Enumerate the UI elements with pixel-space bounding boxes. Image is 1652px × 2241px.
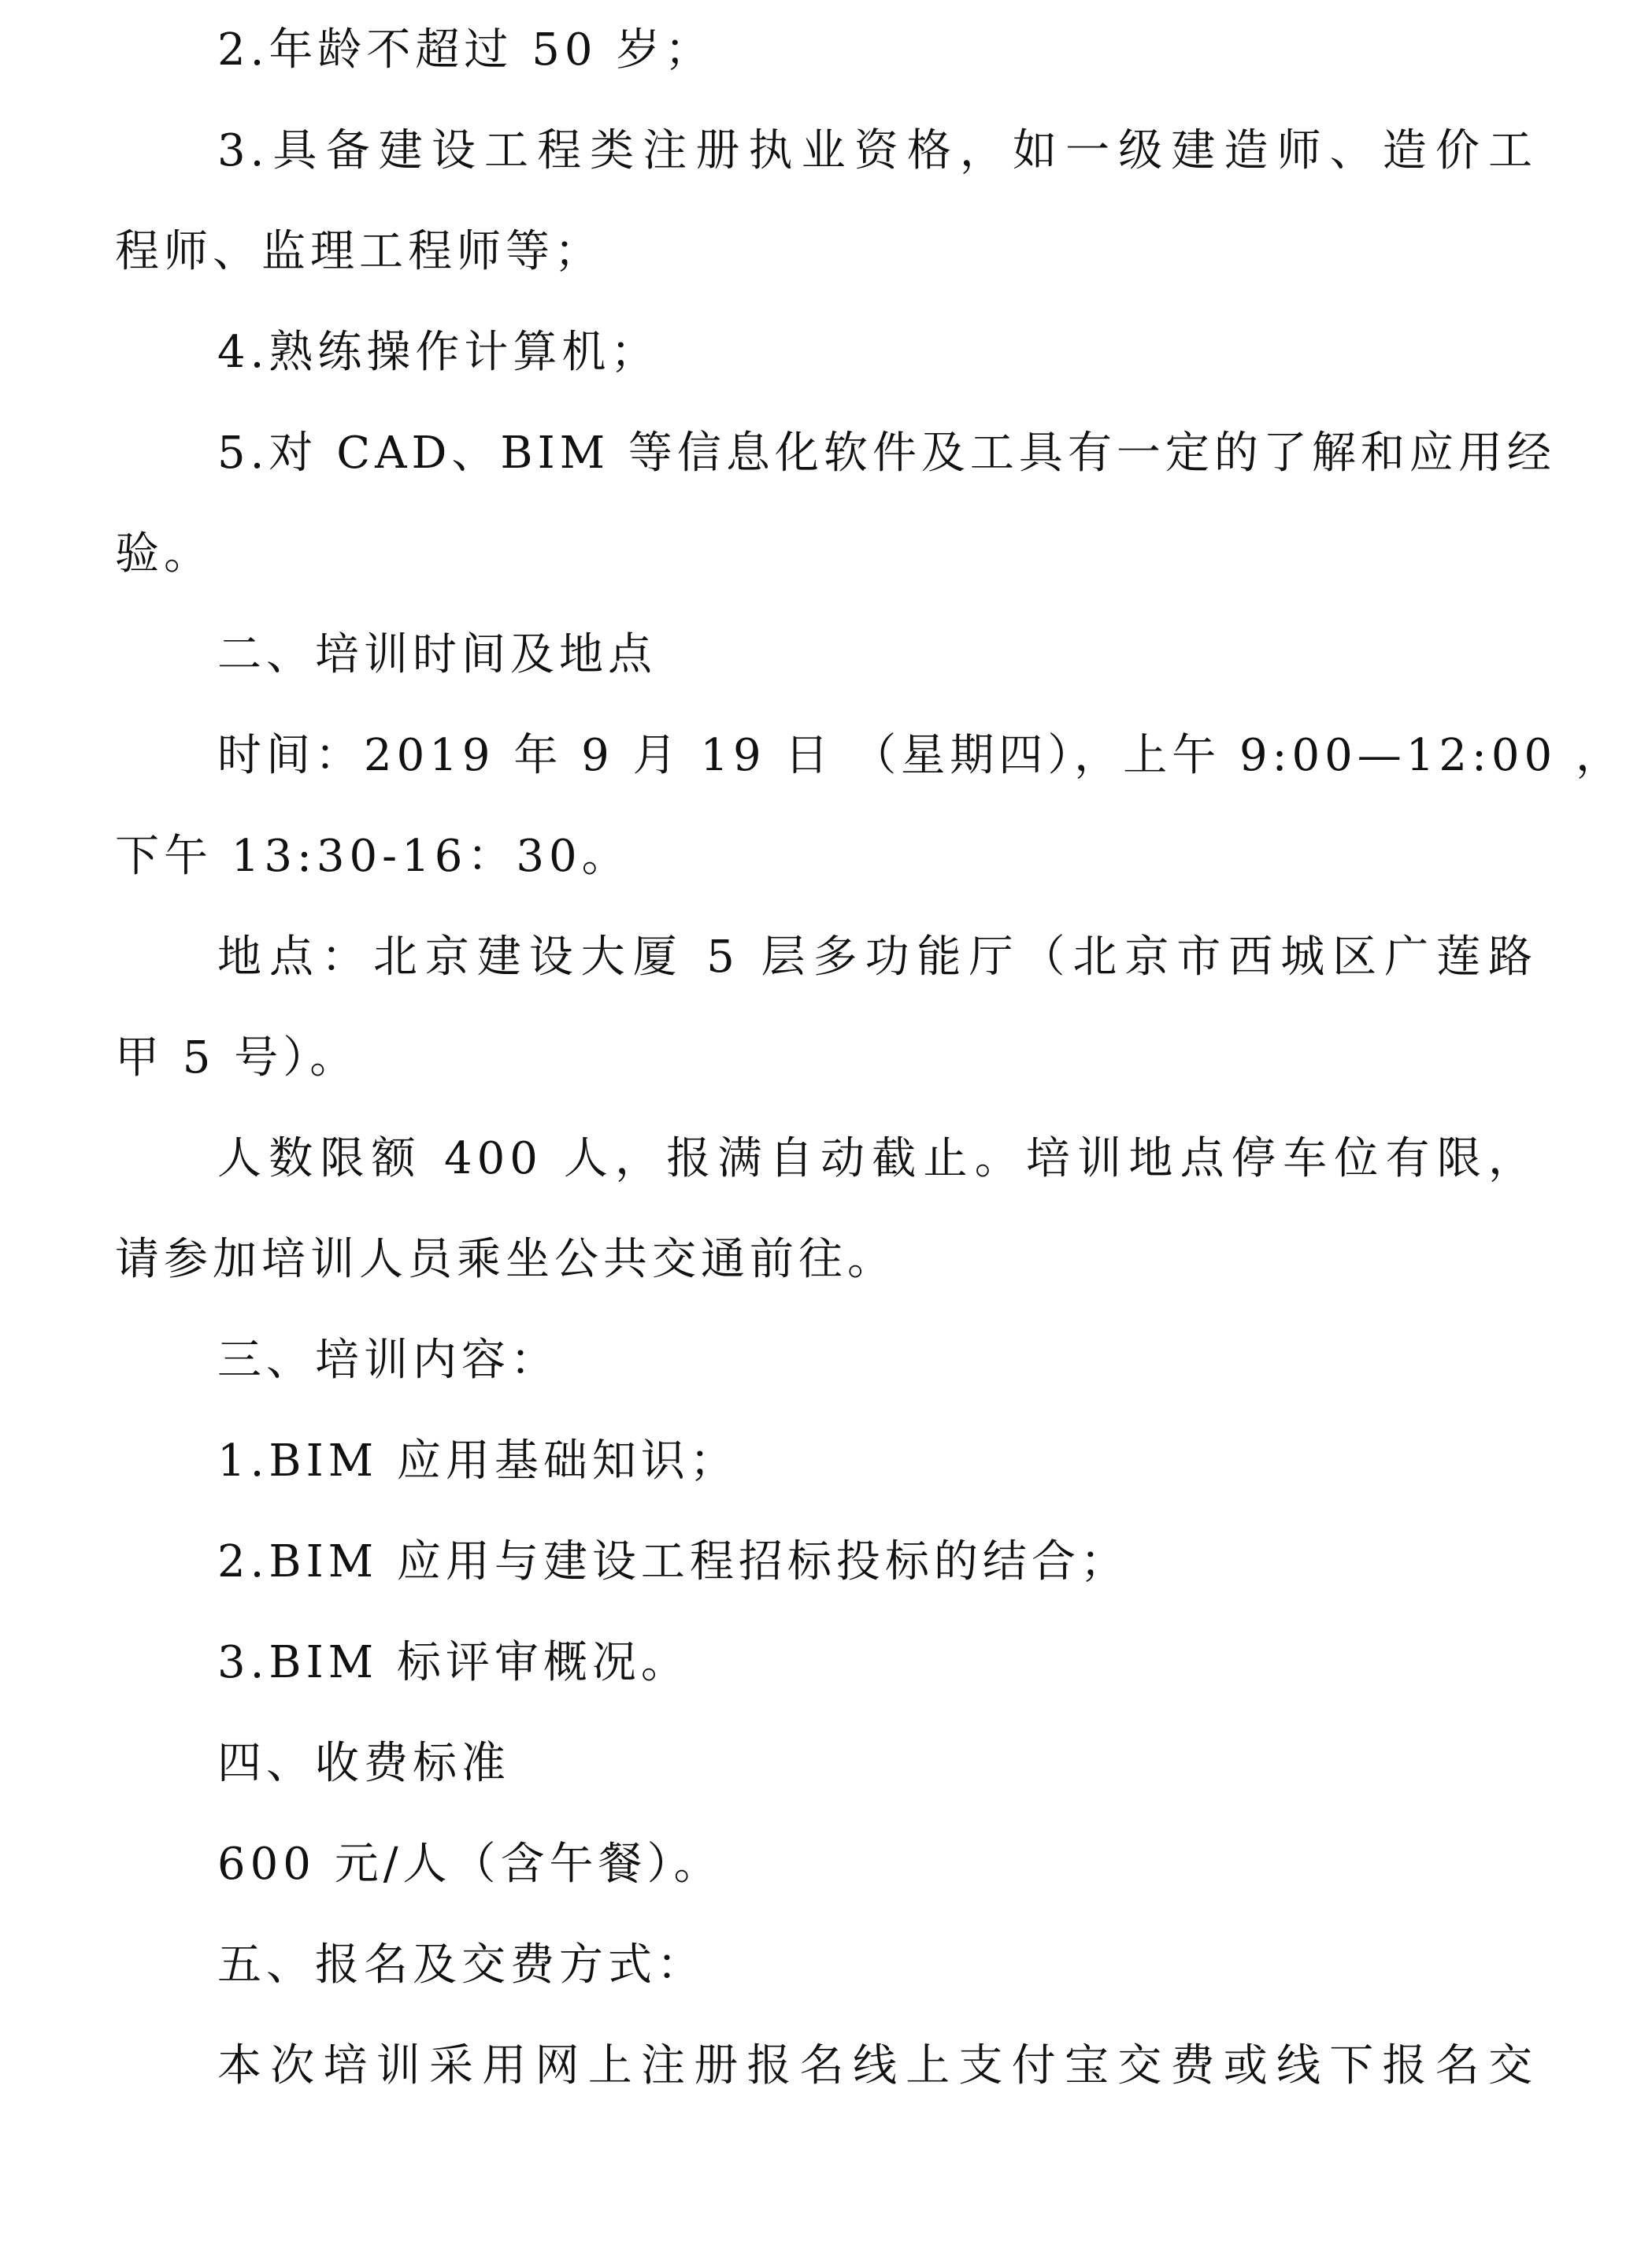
section-heading-registration: 五、报名及交费方式：	[217, 1939, 706, 1991]
section-heading-content: 三、培训内容：	[217, 1335, 559, 1386]
content-item-3: 3.BIM 标评审概况。	[217, 1637, 690, 1688]
fee-amount: 600 元/人（含午餐）。	[217, 1839, 723, 1890]
requirement-software-line2: 验。	[115, 528, 213, 580]
requirement-age: 2.年龄不超过 50 岁；	[217, 24, 714, 76]
location-line1: 地点：北京建设大厦 5 层多功能厅（北京市西城区广莲路	[217, 932, 1537, 983]
capacity-line2: 请参加培训人员乘坐公共交通前往。	[115, 1234, 896, 1285]
requirement-computer: 4.熟练操作计算机；	[217, 327, 660, 378]
content-item-2: 2.BIM 应用与建设工程招标投标的结合；	[217, 1536, 1129, 1587]
requirement-software-line1: 5.对 CAD、BIM 等信息化软件及工具有一定的了解和应用经	[217, 428, 1556, 479]
section-heading-fees: 四、收费标准	[217, 1738, 510, 1789]
requirement-qualification-line2: 程师、监理工程师等；	[115, 226, 603, 277]
registration-line1: 本次培训采用网上注册报名线上支付宝交费或线下报名交	[217, 2040, 1537, 2091]
time-line2: 下午 13:30-16：30。	[115, 831, 631, 882]
section-heading-time-location: 二、培训时间及地点	[217, 629, 657, 680]
time-line1: 时间：2019 年 9 月 19 日 （星期四），上午 9:00—12:00 ，	[217, 730, 1624, 781]
capacity-line1: 人数限额 400 人，报满自动截止。培训地点停车位有限，	[217, 1133, 1537, 1184]
requirement-qualification-line1: 3.具备建设工程类注册执业资格，如一级建造师、造价工	[217, 125, 1537, 176]
location-line2: 甲 5 号）。	[115, 1032, 359, 1083]
content-item-1: 1.BIM 应用基础知识；	[217, 1435, 739, 1487]
